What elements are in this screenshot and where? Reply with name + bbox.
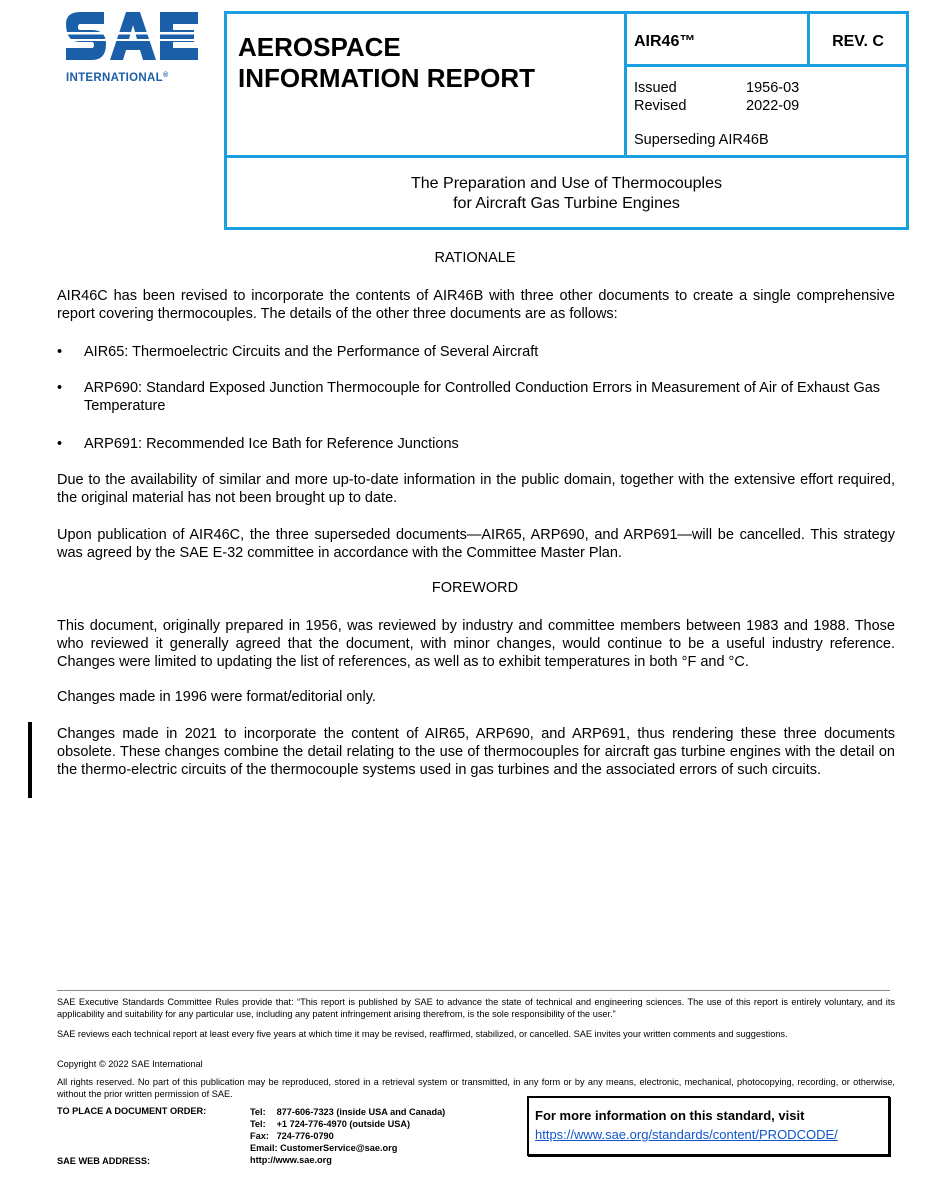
fax-label: Fax:: [250, 1131, 269, 1141]
report-type-line1: AEROSPACE: [238, 32, 401, 62]
more-info-title: For more information on this standard, visit: [535, 1108, 805, 1123]
order-label: TO PLACE A DOCUMENT ORDER:: [57, 1106, 207, 1116]
list-item-text: ARP691: Recommended Ice Bath for Reference Junctions: [84, 436, 459, 452]
doc-number: AIR46™: [634, 33, 696, 50]
rights-note: All rights reserved. No part of this publication may be reproduced, stored in a retrieval system or transmitted, in any form or by any means, electronic, mechanical, photocopying, recording, or otherwise, without the prior written permission of SAE.: [57, 1077, 895, 1099]
tel-label: Tel:: [250, 1119, 266, 1129]
revised-label: Revised: [634, 98, 687, 114]
bullet-icon: •: [57, 380, 63, 396]
report-type: [238, 32, 618, 94]
rationale-heading: RATIONALE: [434, 250, 516, 266]
issued-label: Issued: [634, 80, 677, 96]
title-line1: The Preparation and Use of Thermocouples: [411, 175, 722, 192]
list-item-text: AIR65: Thermoelectric Circuits and the Performance of Several Aircraft: [84, 344, 539, 360]
foreword-para3: Changes made in 2021 to incorporate the content of AIR65, ARP690, and ARP691, thus rendering these three documents obsolete. These changes combine the detail relating to the use of thermocouples for aircraft gas turbine engines with the detail on the thermo-electric circuits of the thermocouple systems used in gas turbines and the associated errors of such circuits.: [57, 726, 895, 778]
tel-international: +1 724-776-4970 (outside USA): [276, 1119, 411, 1129]
list-item-text: ARP690: Standard Exposed Junction Thermocouple for Controlled Conduction Errors in Measurement of Air of Exhaust Gas Temperature: [84, 380, 881, 414]
change-bar: [28, 722, 32, 798]
rules-note: SAE Executive Standards Committee Rules provide that: “This report is published by SAE to advance the state of technical and engineering sciences. The use of this report is entirely voluntary, and its applicability and suitability for any particular use, including any patent infringement arising therefrom, is the sole responsibility of the user.”: [57, 997, 895, 1019]
doc-revision: REV. C: [832, 33, 884, 50]
web-label: SAE WEB ADDRESS:: [57, 1156, 151, 1166]
registered-mark: ®: [162, 72, 169, 79]
logo-subtext: INTERNATIONAL®: [66, 72, 169, 84]
rationale-para3: Upon publication of AIR46C, the three superseded documents—AIR65, ARP690, and ARP691—will be cancelled. This strategy was agreed by the SAE E-32 committee in accordance with the Committee Master Plan.: [57, 527, 895, 561]
list-item: [57, 435, 895, 453]
issued-value: 1956-03: [746, 80, 800, 96]
document-title: [224, 174, 909, 214]
rationale-intro: AIR46C has been revised to incorporate the contents of AIR46B with three other documents to create a single comprehensive report covering thermocouples. The details of the other three documents are as follows:: [57, 288, 895, 322]
web-address-link[interactable]: http://www.sae.org: [250, 1155, 332, 1165]
footer-divider: [57, 990, 890, 991]
more-info-link[interactable]: https://www.sae.org/standards/content/PRODCODE/: [535, 1127, 838, 1142]
list-item: [57, 343, 895, 361]
doc-dates: [634, 79, 799, 115]
tel-label: Tel:: [250, 1107, 266, 1117]
email-contact: Email: CustomerService@sae.org: [250, 1143, 398, 1153]
superseding: Superseding AIR46B: [634, 132, 769, 148]
revised-value: 2022-09: [746, 98, 800, 114]
list-item: [57, 379, 895, 415]
foreword-para2: Changes made in 1996 were format/editorial only.: [57, 689, 376, 705]
tel-domestic: 877-606-7323 (inside USA and Canada): [276, 1107, 446, 1117]
rationale-para2: Due to the availability of similar and more up-to-date information in the public domain, together with the extensive effort required, the original material has not been brought up to date.: [57, 472, 895, 506]
foreword-para1: This document, originally prepared in 1956, was reviewed by industry and committee members between 1983 and 1988. Those who reviewed it generally agreed that the document, with minor changes, would continue to be a useful industry reference. Changes were limited to updating the list of references, as well as to exhibit temperatures in both °F and °C.: [57, 618, 895, 670]
bullet-icon: •: [57, 344, 63, 360]
report-type-line2: INFORMATION REPORT: [238, 63, 536, 93]
foreword-heading: FOREWORD: [431, 580, 519, 596]
copyright: Copyright © 2022 SAE International: [57, 1059, 203, 1069]
contact-block: [250, 1106, 445, 1166]
bullet-icon: •: [57, 436, 63, 452]
fax-number: 724-776-0790: [276, 1131, 334, 1141]
title-line2: for Aircraft Gas Turbine Engines: [453, 195, 680, 212]
review-note: SAE reviews each technical report at least every five years at which time it may be revised, reaffirmed, stabilized, or cancelled. SAE invites your written comments and suggestions.: [57, 1029, 788, 1039]
more-info-box: [527, 1096, 890, 1156]
